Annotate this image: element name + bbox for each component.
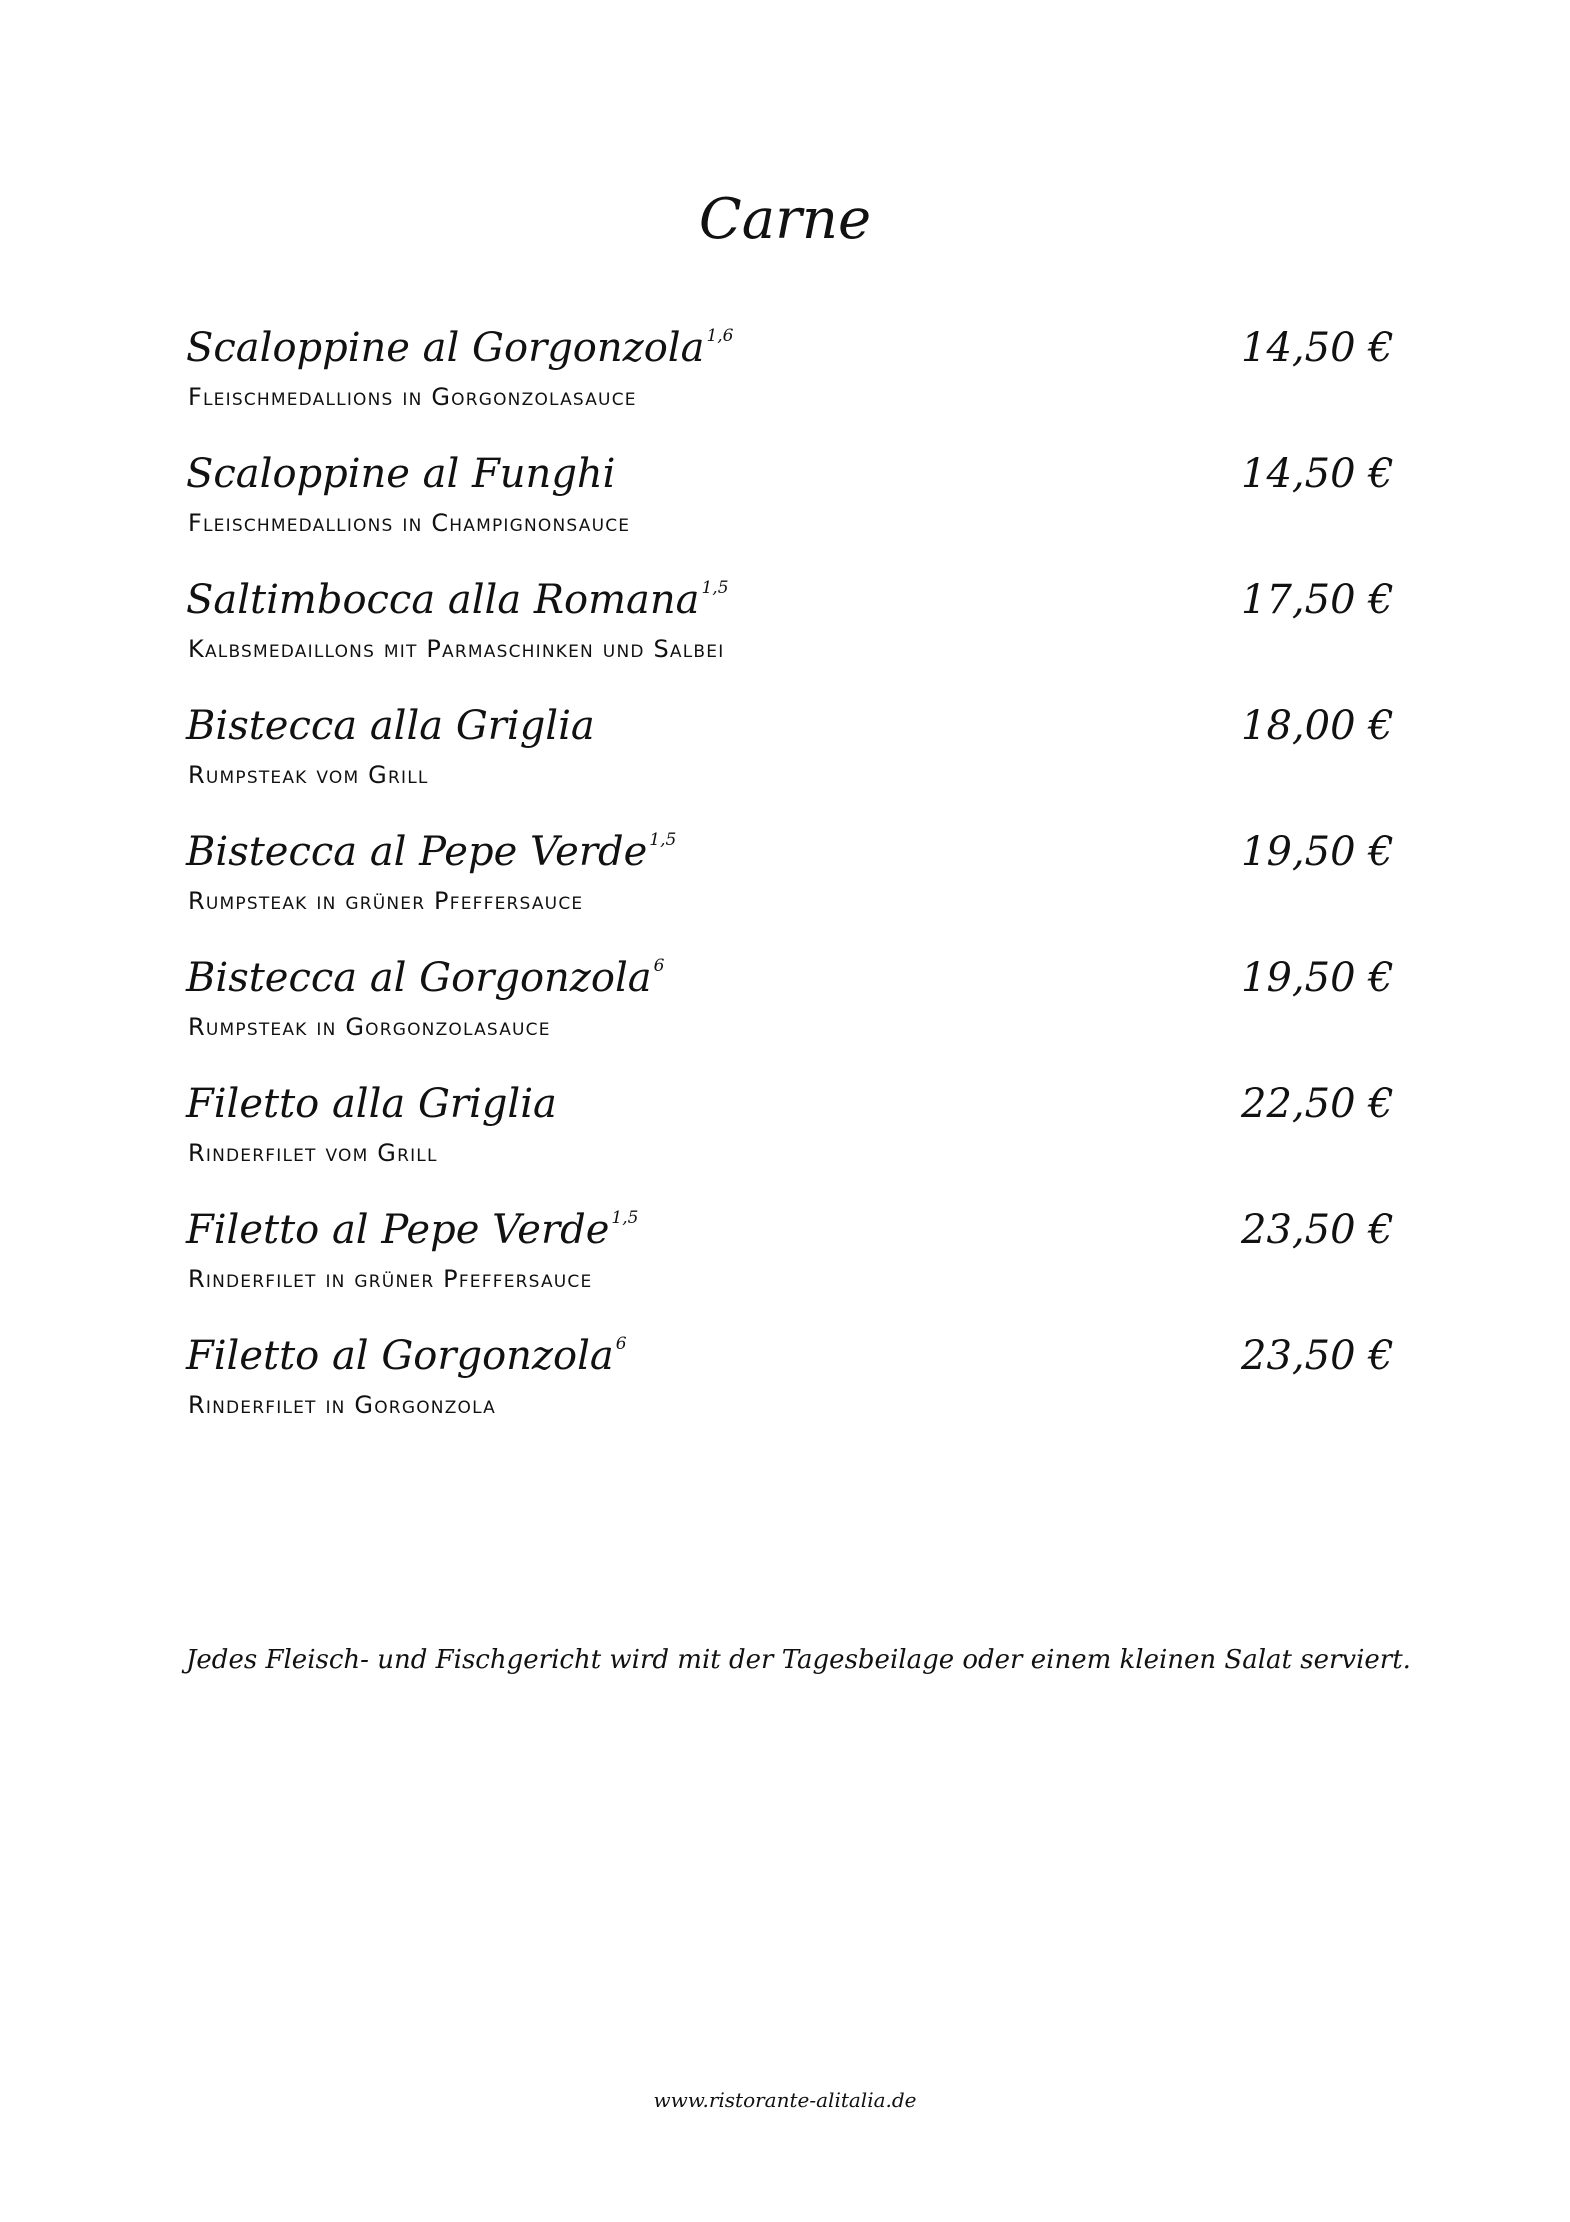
allergen-note: 1,5 <box>701 578 729 598</box>
dish-name: Bistecca al Pepe Verde $^{1,5}$ <box>186 829 677 875</box>
menu-item <box>186 1328 1394 1454</box>
dish-description: Rumpsteak vom Grill <box>188 761 429 789</box>
dish-description: Rinderfilet vom Grill <box>188 1139 438 1167</box>
dish-description: Rumpsteak in grüner Pfeffersauce <box>188 887 584 915</box>
allergen-note: 1,6 <box>706 326 734 346</box>
menu-item <box>186 1076 1394 1202</box>
dish-price: 17,50 € <box>1241 577 1394 623</box>
menu-item <box>186 320 1394 446</box>
menu-list <box>186 320 1394 1454</box>
dish-description: Fleischmedallions in Champignonsauce <box>188 509 631 537</box>
allergen-note: 1,5 <box>611 1208 639 1228</box>
dish-name: Filetto al Gorgonzola $^6$ <box>186 1333 627 1379</box>
allergen-note: 6 <box>615 1334 627 1354</box>
page-title: Carne <box>698 187 872 252</box>
allergen-note: 1,5 <box>649 830 677 850</box>
dish-description: Rumpsteak in Gorgonzolasauce <box>188 1013 551 1041</box>
dish-name: Saltimbocca alla Romana $^{1,5}$ <box>186 577 729 623</box>
menu-item <box>186 1202 1394 1328</box>
dish-price: 14,50 € <box>1241 451 1394 497</box>
dish-price: 18,00 € <box>1241 703 1394 749</box>
allergen-note: 6 <box>653 956 665 976</box>
dish-price: 14,50 € <box>1241 325 1394 371</box>
menu-item <box>186 950 1394 1076</box>
menu-item <box>186 572 1394 698</box>
dish-description: Fleischmedallions in Gorgonzolasauce <box>188 383 637 411</box>
dish-description: Rinderfilet in grüner Pfeffersauce <box>188 1265 593 1293</box>
dish-name: Scaloppine al Funghi <box>186 451 616 497</box>
website-url: www.ristorante-alitalia.de <box>653 2088 917 2112</box>
dish-price: 19,50 € <box>1241 955 1394 1001</box>
menu-item <box>186 446 1394 572</box>
dish-name: Bistecca alla Griglia <box>186 703 595 749</box>
side-dish-note: Jedes Fleisch- und Fischgericht wird mit der Tagesbeilage oder einem kleinen Salat serviert. <box>186 1645 1411 1675</box>
dish-name: Filetto al Pepe Verde $^{1,5}$ <box>186 1207 639 1253</box>
dish-price: 23,50 € <box>1241 1207 1394 1253</box>
menu-item <box>186 824 1394 950</box>
dish-price: 19,50 € <box>1241 829 1394 875</box>
dish-description: Rinderfilet in Gorgonzola <box>188 1391 497 1419</box>
menu-item <box>186 698 1394 824</box>
dish-description: Kalbsmedaillons mit Parmaschinken und Salbei <box>188 635 725 663</box>
dish-price: 22,50 € <box>1241 1081 1394 1127</box>
dish-name: Filetto alla Griglia <box>186 1081 557 1127</box>
dish-price: 23,50 € <box>1241 1333 1394 1379</box>
dish-name: Scaloppine al Gorgonzola $^{1,6}$ <box>186 325 734 371</box>
dish-name: Bistecca al Gorgonzola $^6$ <box>186 955 665 1001</box>
